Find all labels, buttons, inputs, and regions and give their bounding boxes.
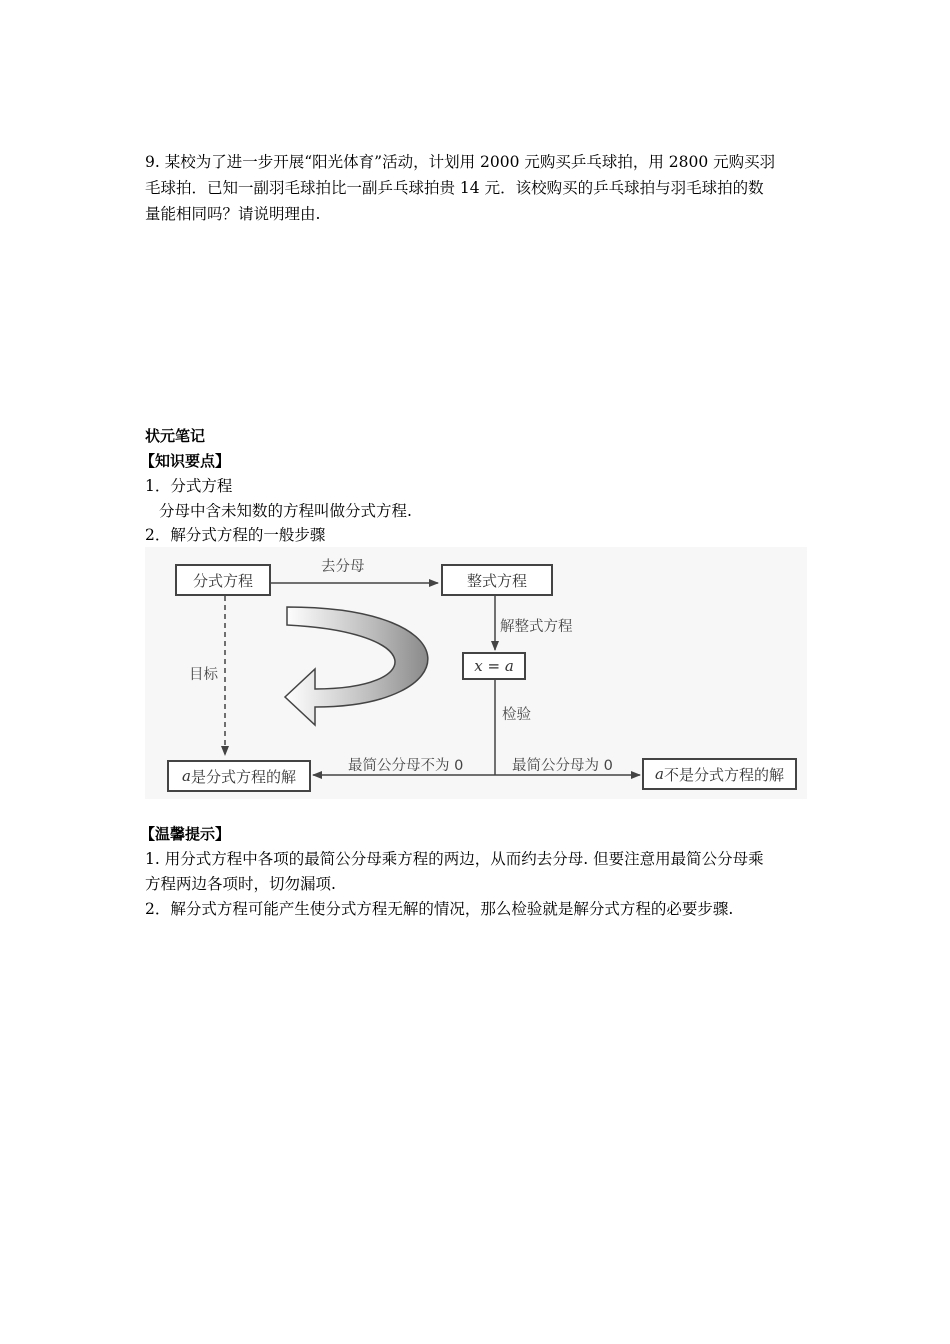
label-remove-denominator: 去分母 bbox=[321, 559, 365, 575]
not-solution-var: a bbox=[655, 765, 664, 783]
knowledge-item-2-title: 2．解分式方程的一般步骤 bbox=[145, 526, 326, 544]
label-check: 检验 bbox=[502, 707, 531, 723]
box-fractional-equation: 分式方程 bbox=[175, 564, 271, 596]
label-lcd-not-zero: 最简公分母不为 0 bbox=[348, 758, 464, 774]
problem-line-2: 毛球拍．已知一副羽毛球拍比一副乒乓球拍贵 14 元．该校购买的乒乓球拍与羽毛球拍的数 bbox=[145, 179, 764, 197]
knowledge-item-1-text: 分母中含未知数的方程叫做分式方程. bbox=[159, 502, 412, 520]
problem-line-1: 9. 某校为了进一步开展“阳光体育”活动，计划用 2000 元购买乒乓球拍，用 2800 元购买羽 bbox=[145, 153, 776, 171]
knowledge-heading: 【知识要点】 bbox=[140, 452, 231, 470]
var-x: x bbox=[474, 657, 483, 675]
solution-text: 是分式方程的解 bbox=[190, 767, 296, 786]
tip-1-line-1: 1. 用分式方程中各项的最简公分母乘方程的两边，从而约去分母. 但要注意用最简公分母乘 bbox=[145, 850, 764, 868]
not-solution-text: 不是分式方程的解 bbox=[663, 765, 784, 784]
tips-heading: 【温馨提示】 bbox=[140, 825, 231, 843]
knowledge-item-1-title: 1．分式方程 bbox=[145, 477, 233, 495]
solution-var: a bbox=[182, 767, 191, 785]
equals-sign: = bbox=[482, 657, 505, 675]
box-x-equals-a bbox=[462, 652, 526, 680]
tip-1-line-2: 方程两边各项时，切勿漏项. bbox=[145, 875, 336, 893]
problem-line-3: 量能相同吗？请说明理由. bbox=[145, 205, 321, 223]
curved-arrow-icon bbox=[285, 607, 428, 725]
solving-steps-diagram bbox=[145, 547, 807, 799]
box-is-solution bbox=[167, 760, 311, 792]
label-target: 目标 bbox=[189, 667, 218, 683]
tip-2: 2．解分式方程可能产生使分式方程无解的情况，那么检验就是解分式方程的必要步骤. bbox=[145, 900, 734, 918]
box-not-solution bbox=[642, 758, 797, 790]
label-solve-integral: 解整式方程 bbox=[500, 619, 573, 635]
label-lcd-zero: 最简公分母为 0 bbox=[512, 758, 613, 774]
var-a: a bbox=[504, 657, 514, 675]
box-integral-equation: 整式方程 bbox=[441, 564, 553, 596]
notes-title: 状元笔记 bbox=[145, 427, 206, 445]
